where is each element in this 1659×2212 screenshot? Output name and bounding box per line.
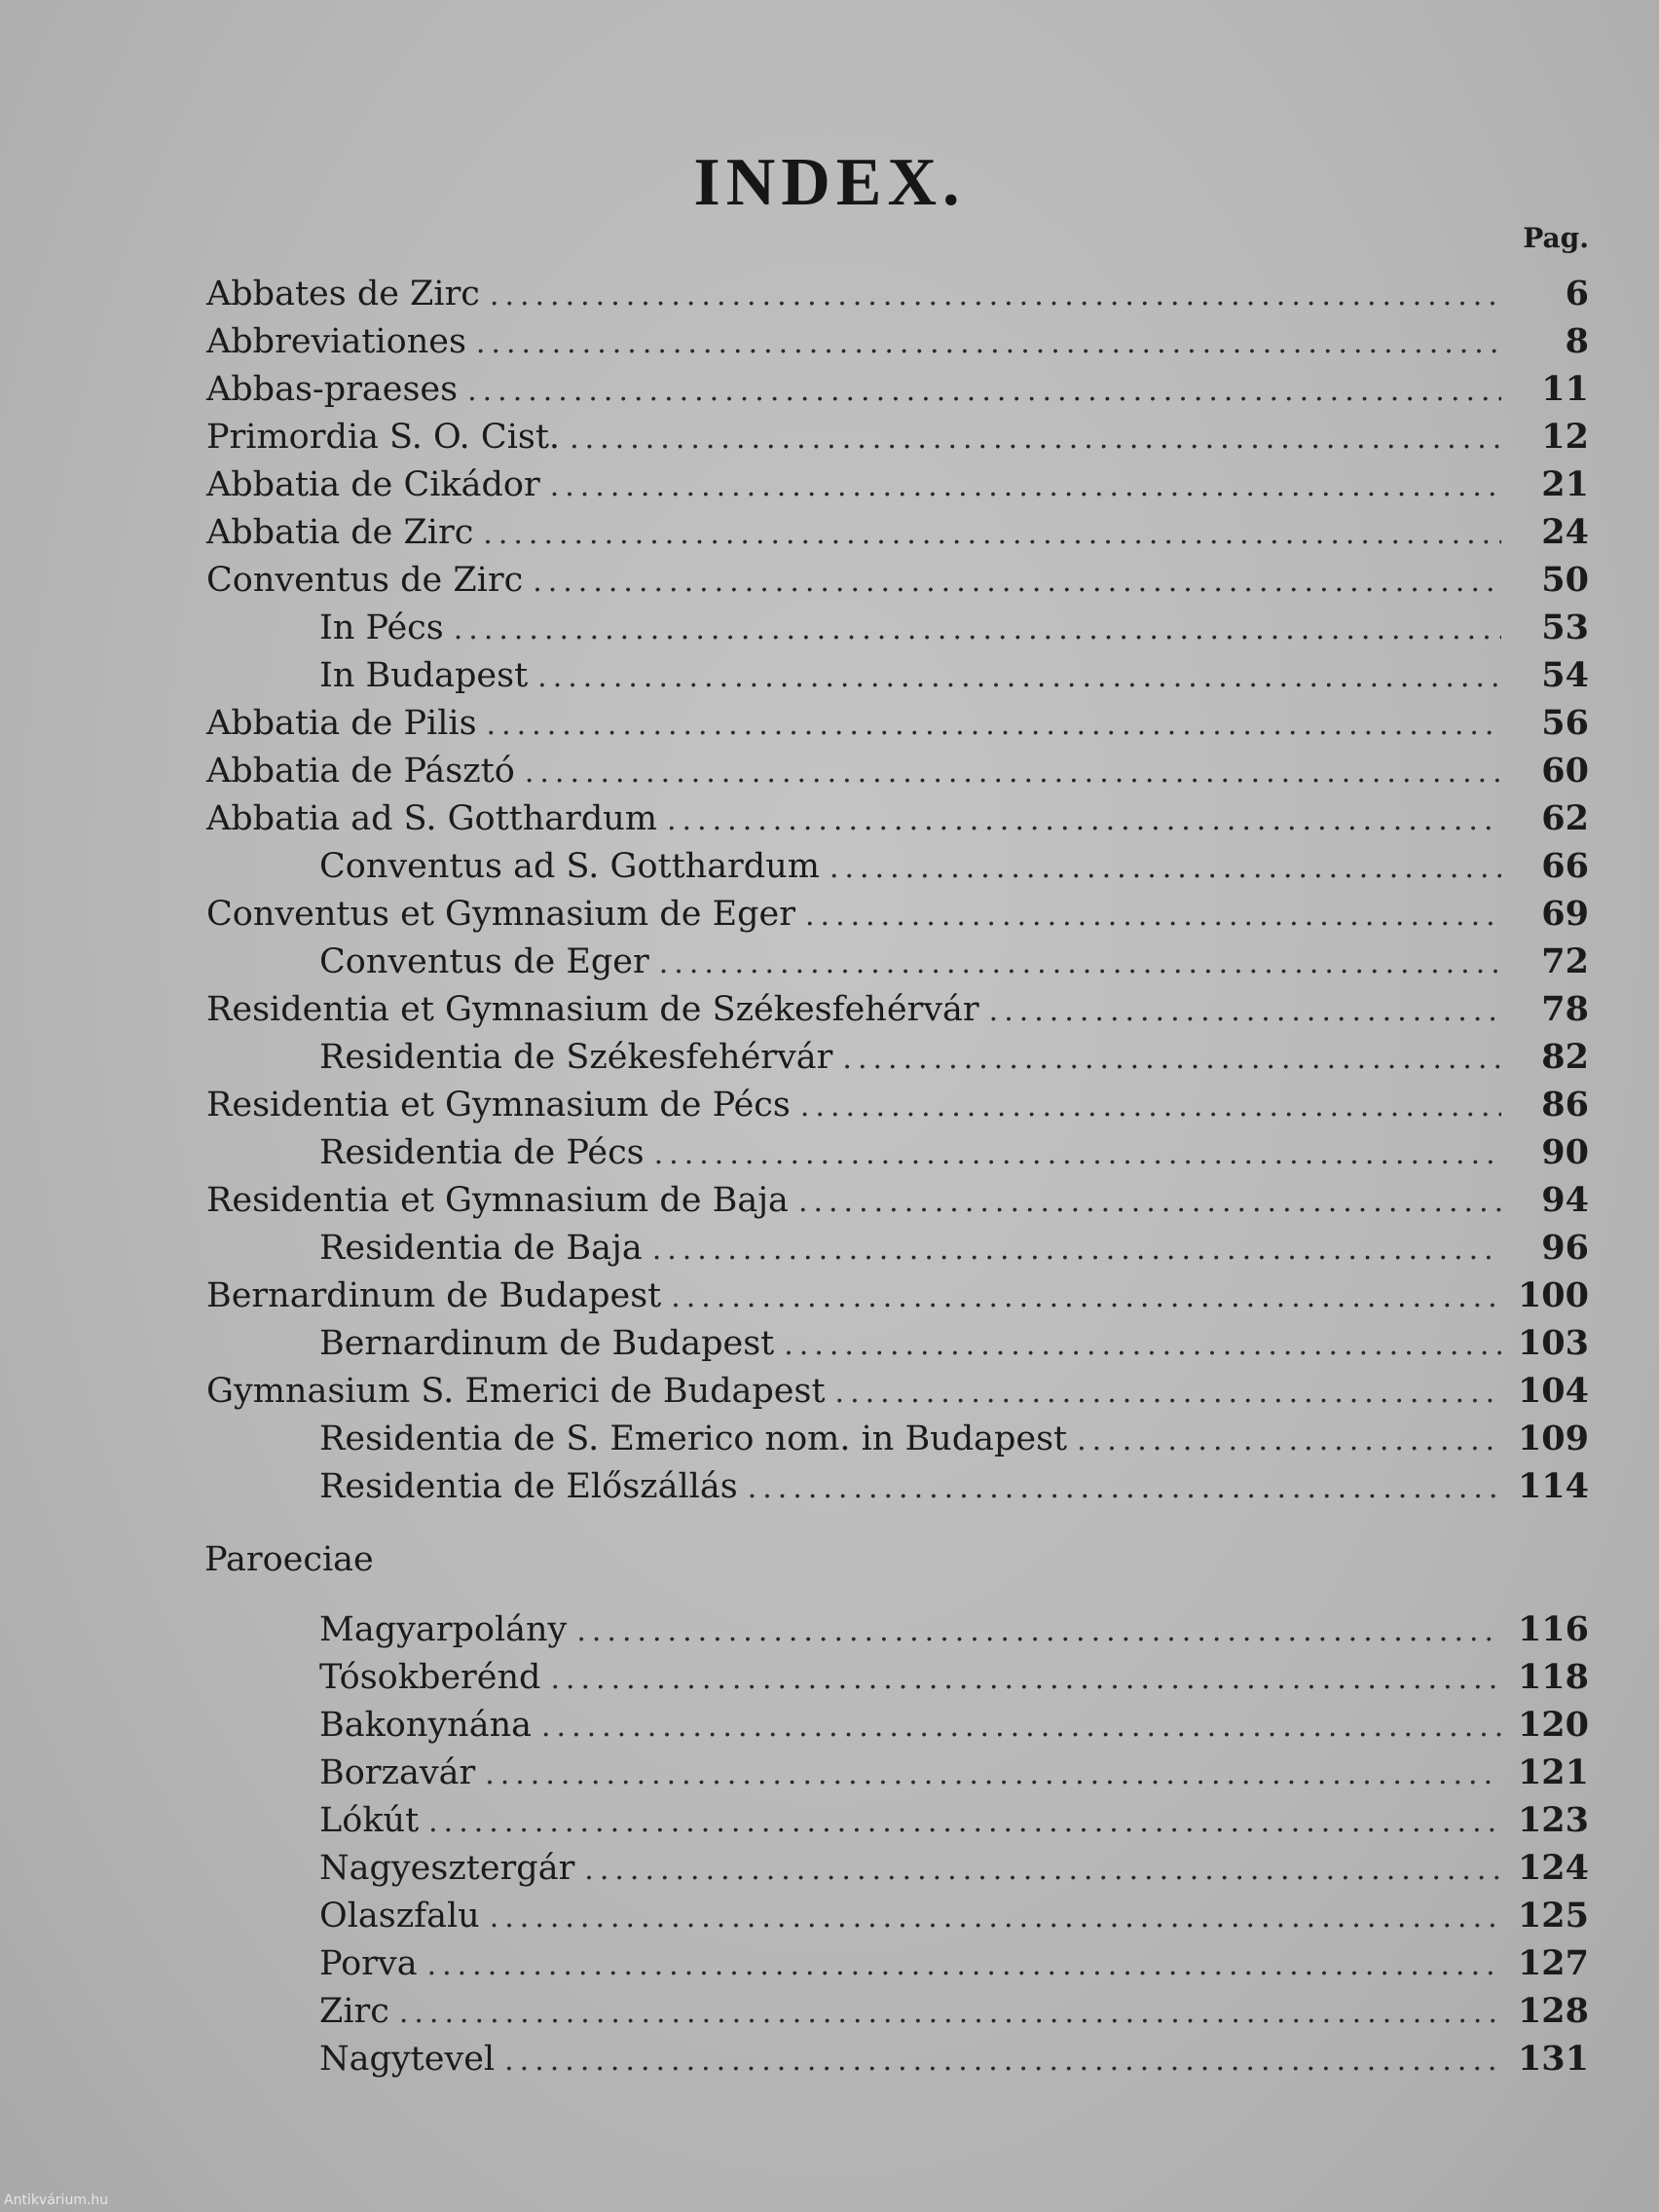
parish-entry <box>319 1895 1589 1937</box>
dot-leader <box>800 1086 1501 1128</box>
dot-leader <box>483 513 1501 556</box>
entry-name: Abbatia de Pilis <box>206 704 477 743</box>
entry-page: 131 <box>1517 2039 1589 2079</box>
entry-name: Residentia de Baja <box>319 1229 643 1268</box>
entry-page: 78 <box>1541 989 1589 1029</box>
entry-name: In Budapest <box>319 656 529 695</box>
entry-name: Residentia de S. Emerico nom. in Budapest <box>319 1419 1068 1458</box>
entry-name: Gymnasium S. Emerici de Budapest <box>206 1372 826 1411</box>
dot-leader <box>541 1706 1501 1749</box>
entry-page: 72 <box>1541 941 1589 981</box>
entry-name: Abbreviationes <box>206 322 466 361</box>
dot-leader <box>989 990 1501 1033</box>
dot-leader <box>487 704 1501 747</box>
entry-name: Abbatia de Zirc <box>206 513 474 552</box>
dot-leader <box>467 370 1501 413</box>
dot-leader <box>454 608 1501 651</box>
entry-page: 50 <box>1541 560 1589 600</box>
index-entry <box>206 273 1589 315</box>
index-entry <box>206 1370 1589 1413</box>
entry-name: Residentia de Pécs <box>319 1133 645 1172</box>
index-entry <box>206 1274 1589 1317</box>
entry-name: Zirc <box>319 1992 389 2031</box>
entry-page: 53 <box>1541 608 1589 647</box>
index-entry <box>206 797 1589 840</box>
entry-page: 66 <box>1541 846 1589 886</box>
parish-entry <box>319 1704 1589 1747</box>
entry-page: 109 <box>1517 1419 1589 1458</box>
dot-leader <box>830 847 1501 890</box>
index-entry <box>206 893 1589 936</box>
index-subentry <box>319 940 1589 983</box>
entry-name: Abbatia de Pásztó <box>206 752 515 791</box>
dot-leader <box>798 1181 1501 1224</box>
dot-leader <box>652 1229 1501 1272</box>
index-entry <box>206 1084 1589 1126</box>
entry-page: 100 <box>1517 1275 1589 1315</box>
entry-name: Porva <box>319 1944 418 1983</box>
entry-page: 11 <box>1541 369 1589 409</box>
dot-leader <box>504 2040 1501 2083</box>
entry-name: Nagyesztergár <box>319 1849 575 1888</box>
dot-leader <box>525 752 1501 794</box>
index-entry <box>206 702 1589 745</box>
entry-name: Nagytevel <box>319 2040 496 2079</box>
index-entry <box>206 463 1589 506</box>
dot-leader <box>533 561 1501 604</box>
entry-page: 103 <box>1517 1323 1589 1363</box>
entry-name: Abbatia ad S. Gotthardum <box>206 799 658 838</box>
index-entry <box>206 988 1589 1031</box>
entry-page: 128 <box>1517 1991 1589 2031</box>
entry-page: 94 <box>1541 1180 1589 1220</box>
entry-name: Residentia et Gymnasium de Baja <box>206 1181 789 1220</box>
entry-name: Magyarpolány <box>319 1610 568 1649</box>
parish-entry <box>319 1656 1589 1699</box>
dot-leader <box>399 1992 1501 2035</box>
entry-name: Olaszfalu <box>319 1897 480 1936</box>
entry-page: 96 <box>1541 1228 1589 1268</box>
dot-leader <box>576 1610 1501 1653</box>
entry-page: 56 <box>1541 703 1589 743</box>
entry-name: Bernardinum de Budapest <box>206 1276 662 1315</box>
entry-page: 104 <box>1517 1371 1589 1411</box>
dot-leader <box>485 1753 1501 1796</box>
entry-name: Residentia et Gymnasium de Székesfehérvár <box>206 990 979 1029</box>
entry-page: 86 <box>1541 1085 1589 1124</box>
dot-leader <box>427 1944 1501 1987</box>
entry-name: Residentia de Székesfehérvár <box>319 1038 833 1077</box>
entry-name: Conventus de Eger <box>319 942 649 981</box>
entry-name: Tósokberénd <box>319 1658 541 1697</box>
entry-page: 62 <box>1541 798 1589 838</box>
index-subentry <box>319 1227 1589 1270</box>
entry-name: Lókút <box>319 1801 420 1840</box>
entry-page: 125 <box>1517 1896 1589 1936</box>
entry-page: 121 <box>1517 1752 1589 1792</box>
section-heading: Paroeciae <box>204 1540 374 1579</box>
dot-leader <box>654 1133 1501 1176</box>
dot-leader <box>784 1324 1501 1367</box>
entry-page: 82 <box>1541 1037 1589 1077</box>
index-subentry <box>319 845 1589 888</box>
entry-name: Conventus et Gymnasium de Eger <box>206 895 795 934</box>
index-subentry <box>319 654 1589 697</box>
index-subentry <box>319 1418 1589 1460</box>
entry-name: Borzavár <box>319 1753 476 1792</box>
dot-leader <box>490 275 1501 317</box>
dot-leader <box>584 1849 1501 1892</box>
index-entry <box>206 750 1589 793</box>
parish-entry <box>319 1608 1589 1651</box>
entry-name: Conventus ad S. Gotthardum <box>319 847 820 886</box>
entry-name: Residentia et Gymnasium de Pécs <box>206 1086 791 1124</box>
entry-name: In Pécs <box>319 608 444 647</box>
dot-leader <box>805 895 1501 938</box>
entry-page: 124 <box>1517 1848 1589 1888</box>
entry-name: Bakonynána <box>319 1706 532 1745</box>
parish-entry <box>319 1847 1589 1890</box>
parish-entry <box>319 1799 1589 1842</box>
dot-leader <box>659 942 1501 985</box>
parish-entry <box>319 1942 1589 1985</box>
page-title: INDEX. <box>693 145 966 220</box>
parish-entry <box>319 2038 1589 2081</box>
watermark: Antikvárium.hu <box>4 2193 109 2208</box>
entry-page: 54 <box>1541 655 1589 695</box>
entry-name: Abbatia de Cikádor <box>206 465 540 504</box>
dot-leader <box>550 1658 1501 1701</box>
entry-name: Conventus de Zirc <box>206 561 524 600</box>
index-entry <box>206 320 1589 363</box>
page-column-label: Pag. <box>1523 222 1589 254</box>
dot-leader <box>842 1038 1501 1081</box>
index-subentry <box>319 1036 1589 1079</box>
index-subentry <box>319 607 1589 649</box>
index-entry <box>206 1179 1589 1222</box>
index-entry <box>206 511 1589 554</box>
index-entry <box>206 416 1589 459</box>
entry-page: 21 <box>1541 464 1589 504</box>
parish-entry <box>319 1751 1589 1794</box>
entry-page: 127 <box>1517 1943 1589 1983</box>
entry-page: 116 <box>1517 1609 1589 1649</box>
entry-name: Primordia S. O. Cist. <box>206 418 561 457</box>
index-entry <box>206 368 1589 411</box>
dot-leader <box>537 656 1501 699</box>
entry-page: 60 <box>1541 751 1589 791</box>
entry-page: 90 <box>1541 1132 1589 1172</box>
dot-leader <box>570 418 1501 461</box>
parish-entry <box>319 1990 1589 2033</box>
index-subentry <box>319 1322 1589 1365</box>
dot-leader <box>667 799 1501 842</box>
entry-page: 120 <box>1517 1705 1589 1745</box>
entry-name: Abbates de Zirc <box>206 275 480 313</box>
entry-page: 6 <box>1565 274 1589 313</box>
entry-name: Bernardinum de Budapest <box>319 1324 775 1363</box>
entry-page: 123 <box>1517 1800 1589 1840</box>
entry-page: 114 <box>1517 1466 1589 1506</box>
dot-leader <box>835 1372 1501 1415</box>
index-subentry <box>319 1465 1589 1508</box>
dot-leader <box>476 322 1501 365</box>
entry-name: Residentia de Előszállás <box>319 1467 738 1506</box>
entry-name: Abbas-praeses <box>206 370 459 409</box>
index-subentry <box>319 1131 1589 1174</box>
index-entry <box>206 559 1589 602</box>
entry-page: 69 <box>1541 894 1589 934</box>
entry-page: 8 <box>1565 321 1589 361</box>
entry-page: 12 <box>1541 417 1589 457</box>
dot-leader <box>748 1467 1501 1510</box>
dot-leader <box>490 1897 1501 1939</box>
dot-leader <box>428 1801 1501 1844</box>
entry-page: 24 <box>1541 512 1589 552</box>
entry-page: 118 <box>1517 1657 1589 1697</box>
dot-leader <box>550 465 1501 508</box>
dot-leader <box>1077 1419 1501 1462</box>
dot-leader <box>671 1276 1501 1319</box>
